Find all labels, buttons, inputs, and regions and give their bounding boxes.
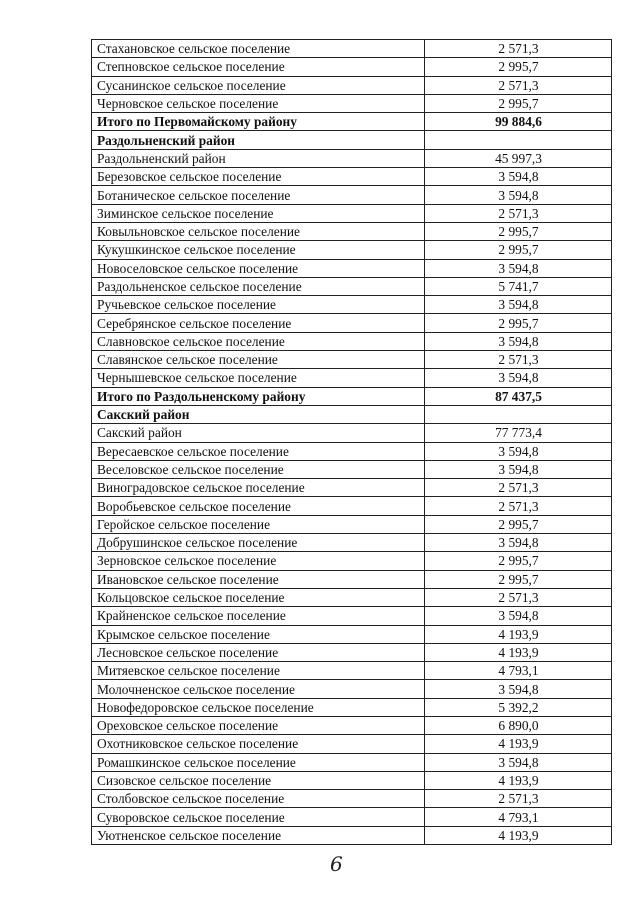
amount-cell: 4 193,9 [425, 826, 612, 844]
amount-cell: 2 995,7 [425, 314, 612, 332]
table-row [92, 552, 612, 570]
amount-cell: 5 741,7 [425, 277, 612, 295]
settlement-name-cell: Раздольненский район [92, 149, 425, 167]
table-row [92, 680, 612, 698]
table-row [92, 351, 612, 369]
settlement-name-cell: Крымское сельское поселение [92, 625, 425, 643]
settlement-name-cell: Славянское сельское поселение [92, 351, 425, 369]
amount-cell: 4 793,1 [425, 808, 612, 826]
amount-cell: 3 594,8 [425, 296, 612, 314]
settlement-name-cell: Воробьевское сельское поселение [92, 497, 425, 515]
settlement-name-cell: Ручьевское сельское поселение [92, 296, 425, 314]
settlement-name-cell: Ковыльновское сельское поселение [92, 222, 425, 240]
amount-cell: 2 571,3 [425, 76, 612, 94]
table-row [92, 662, 612, 680]
settlement-name-cell: Добрушинское сельское поселение [92, 534, 425, 552]
settlement-name-cell: Степновское сельское поселение [92, 58, 425, 76]
total-row [92, 113, 612, 131]
settlement-name-cell: Славновское сельское поселение [92, 332, 425, 350]
amount-cell: 3 594,8 [425, 168, 612, 186]
table-row [92, 149, 612, 167]
table-row [92, 40, 612, 58]
amount-cell: 2 995,7 [425, 570, 612, 588]
amount-cell: 4 193,9 [425, 771, 612, 789]
settlement-name-cell: Ивановское сельское поселение [92, 570, 425, 588]
table-row [92, 204, 612, 222]
amount-cell: 3 594,8 [425, 332, 612, 350]
page-number: 6 [330, 852, 343, 876]
settlement-name-cell: Виноградовское сельское поселение [92, 479, 425, 497]
amount-cell: 5 392,2 [425, 698, 612, 716]
table-row [92, 607, 612, 625]
table-row [92, 58, 612, 76]
settlement-name-cell: Кукушкинское сельское поселение [92, 241, 425, 259]
amount-cell: 2 571,3 [425, 40, 612, 58]
settlement-name-cell: Молочненское сельское поселение [92, 680, 425, 698]
settlement-name-cell: Чернышевское сельское поселение [92, 369, 425, 387]
amount-cell: 87 437,5 [425, 387, 612, 405]
table-row [92, 808, 612, 826]
table-row [92, 332, 612, 350]
settlement-name-cell: Ореховское сельское поселение [92, 716, 425, 734]
amount-cell: 2 995,7 [425, 222, 612, 240]
settlement-name-cell: Лесновское сельское поселение [92, 643, 425, 661]
amount-cell: 4 193,9 [425, 625, 612, 643]
table-row [92, 716, 612, 734]
table-row [92, 625, 612, 643]
settlement-name-cell: Вересаевское сельское поселение [92, 442, 425, 460]
settlement-name-cell: Черновское сельское поселение [92, 94, 425, 112]
settlement-name-cell: Геройское сельское поселение [92, 515, 425, 533]
table-row [92, 259, 612, 277]
amount-cell: 99 884,6 [425, 113, 612, 131]
amount-cell: 2 571,3 [425, 588, 612, 606]
allocation-table [91, 39, 612, 845]
total-row [92, 387, 612, 405]
amount-cell: 3 594,8 [425, 680, 612, 698]
amount-cell: 77 773,4 [425, 424, 612, 442]
amount-cell [425, 131, 612, 149]
table-row [92, 424, 612, 442]
amount-cell: 3 594,8 [425, 369, 612, 387]
table-row [92, 94, 612, 112]
settlement-name-cell: Сакский район [92, 424, 425, 442]
amount-cell: 4 793,1 [425, 662, 612, 680]
section-header-row [92, 405, 612, 423]
table-row [92, 790, 612, 808]
amount-cell: 3 594,8 [425, 534, 612, 552]
settlement-name-cell: Суворовское сельское поселение [92, 808, 425, 826]
table-row [92, 442, 612, 460]
settlement-name-cell: Раздольненское сельское поселение [92, 277, 425, 295]
amount-cell: 3 594,8 [425, 186, 612, 204]
settlement-name-cell: Раздольненский район [92, 131, 425, 149]
amount-cell: 2 571,3 [425, 351, 612, 369]
table-row [92, 241, 612, 259]
amount-cell: 3 594,8 [425, 753, 612, 771]
table-row [92, 222, 612, 240]
amount-cell: 4 193,9 [425, 643, 612, 661]
table-row [92, 168, 612, 186]
settlement-name-cell: Новофедоровское сельское поселение [92, 698, 425, 716]
amount-cell [425, 405, 612, 423]
table-row [92, 643, 612, 661]
amount-cell: 3 594,8 [425, 460, 612, 478]
settlement-name-cell: Митяевское сельское поселение [92, 662, 425, 680]
settlement-name-cell: Сакский район [92, 405, 425, 423]
table-row [92, 570, 612, 588]
table-row [92, 515, 612, 533]
table-row [92, 76, 612, 94]
settlement-name-cell: Ромашкинское сельское поселение [92, 753, 425, 771]
section-header-row [92, 131, 612, 149]
table-body [92, 40, 612, 845]
amount-cell: 45 997,3 [425, 149, 612, 167]
settlement-name-cell: Зерновское сельское поселение [92, 552, 425, 570]
table-row [92, 698, 612, 716]
amount-cell: 2 995,7 [425, 515, 612, 533]
table-row [92, 771, 612, 789]
settlement-name-cell: Сизовское сельское поселение [92, 771, 425, 789]
amount-cell: 6 890,0 [425, 716, 612, 734]
table-row [92, 314, 612, 332]
settlement-name-cell: Веселовское сельское поселение [92, 460, 425, 478]
settlement-name-cell: Березовское сельское поселение [92, 168, 425, 186]
settlement-name-cell: Итого по Первомайскому району [92, 113, 425, 131]
table-row [92, 735, 612, 753]
settlement-name-cell: Кольцовское сельское поселение [92, 588, 425, 606]
settlement-name-cell: Уютненское сельское поселение [92, 826, 425, 844]
amount-cell: 2 995,7 [425, 241, 612, 259]
table-row [92, 753, 612, 771]
amount-cell: 2 995,7 [425, 58, 612, 76]
amount-cell: 4 193,9 [425, 735, 612, 753]
table-row [92, 534, 612, 552]
amount-cell: 3 594,8 [425, 259, 612, 277]
settlement-name-cell: Крайненское сельское поселение [92, 607, 425, 625]
amount-cell: 2 571,3 [425, 497, 612, 515]
table-row [92, 277, 612, 295]
settlement-name-cell: Зиминское сельское поселение [92, 204, 425, 222]
table-row [92, 479, 612, 497]
settlement-name-cell: Новоселовское сельское поселение [92, 259, 425, 277]
table-row [92, 826, 612, 844]
amount-cell: 2 571,3 [425, 204, 612, 222]
table-row [92, 369, 612, 387]
table-row [92, 296, 612, 314]
amount-cell: 3 594,8 [425, 442, 612, 460]
amount-cell: 2 571,3 [425, 790, 612, 808]
table-row [92, 588, 612, 606]
amount-cell: 2 995,7 [425, 552, 612, 570]
settlement-name-cell: Итого по Раздольненскому району [92, 387, 425, 405]
amount-cell: 3 594,8 [425, 607, 612, 625]
settlement-name-cell: Ботаническое сельское поселение [92, 186, 425, 204]
settlement-name-cell: Стахановское сельское поселение [92, 40, 425, 58]
settlement-name-cell: Столбовское сельское поселение [92, 790, 425, 808]
settlement-name-cell: Сусанинское сельское поселение [92, 76, 425, 94]
settlement-name-cell: Охотниковское сельское поселение [92, 735, 425, 753]
settlement-name-cell: Серебрянское сельское поселение [92, 314, 425, 332]
amount-cell: 2 571,3 [425, 479, 612, 497]
amount-cell: 2 995,7 [425, 94, 612, 112]
table-row [92, 186, 612, 204]
table-row [92, 460, 612, 478]
table-row [92, 497, 612, 515]
